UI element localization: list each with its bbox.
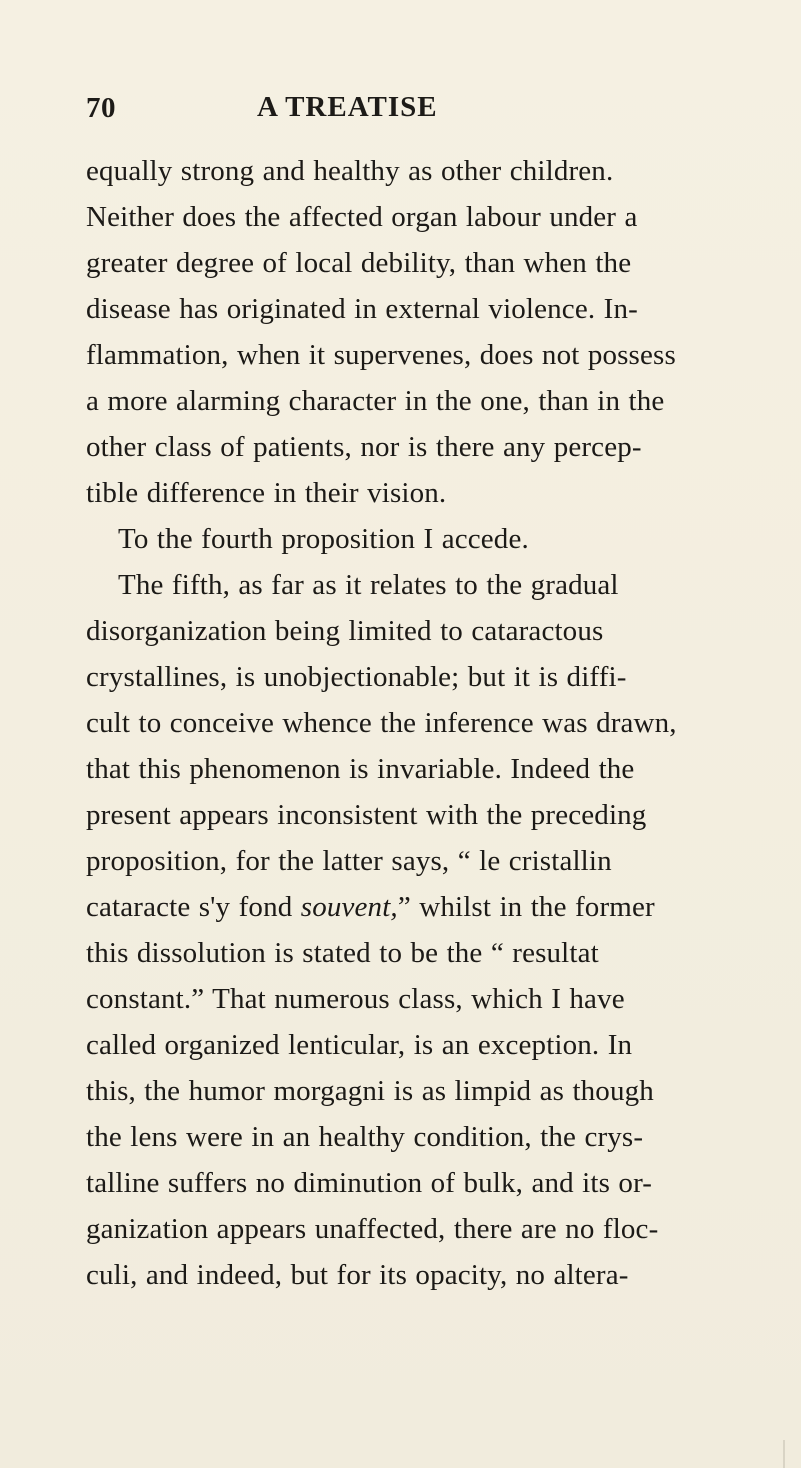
text-segment: ” whilst in the former	[397, 891, 655, 923]
text-line: called organized lenticular, is an exception. In	[86, 1029, 633, 1061]
text-line: constant.” That numerous class, which I have	[86, 983, 625, 1015]
text-line: that this phenomenon is invariable. Indeed the	[86, 753, 635, 785]
running-head: A TREATISE	[257, 91, 438, 123]
text-line: present appears inconsistent with the preceding	[86, 799, 647, 831]
text-segment: cataracte s'y fond	[86, 891, 293, 923]
text-line: the lens were in an healthy condition, the crys-	[86, 1121, 644, 1153]
text-line-with-italic	[86, 884, 736, 930]
page-body-text	[86, 148, 736, 1298]
text-line: disorganization being limited to cataractous	[86, 615, 604, 647]
page-header	[86, 86, 736, 126]
text-line: ganization appears unaffected, there are no floc-	[86, 1213, 659, 1245]
text-line: flammation, when it supervenes, does not possess	[86, 339, 676, 371]
text-line: equally strong and healthy as other children.	[86, 155, 614, 187]
text-line: proposition, for the latter says, “ le cristallin	[86, 845, 612, 877]
text-line: crystallines, is unobjectionable; but it is diffi-	[86, 661, 627, 693]
text-line: tible difference in their vision.	[86, 477, 447, 509]
text-line: a more alarming character in the one, than in the	[86, 385, 665, 417]
text-line: cult to conceive whence the inference was drawn,	[86, 707, 677, 739]
text-line: other class of patients, nor is there any percep-	[86, 431, 642, 463]
text-line: culi, and indeed, but for its opacity, no altera-	[86, 1259, 629, 1291]
text-line: The fifth, as far as it relates to the gradual	[118, 569, 619, 601]
text-line: this, the humor morgagni is as limpid as though	[86, 1075, 654, 1107]
page-edge-mark	[783, 1440, 799, 1468]
text-line: disease has originated in external violence. In-	[86, 293, 638, 325]
text-line: talline suffers no diminution of bulk, and its or-	[86, 1167, 653, 1199]
text-line: this dissolution is stated to be the “ resultat	[86, 937, 599, 969]
italic-text: souvent,	[300, 891, 398, 923]
text-line: To the fourth proposition I accede.	[118, 523, 529, 555]
text-line: Neither does the affected organ labour under a	[86, 201, 638, 233]
page-number: 70	[86, 92, 116, 124]
text-line: greater degree of local debility, than when the	[86, 247, 632, 279]
